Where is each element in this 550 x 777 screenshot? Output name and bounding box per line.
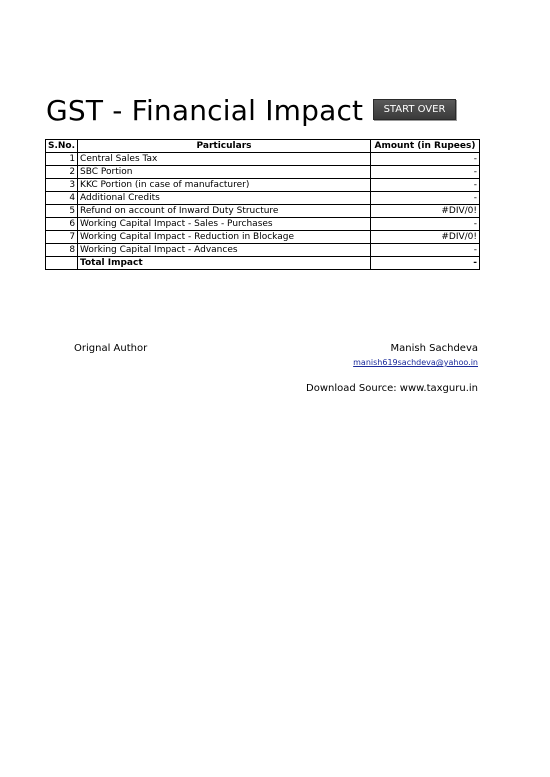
row-sno: 8 — [46, 244, 78, 257]
total-row — [46, 257, 480, 270]
row-amount: - — [371, 244, 480, 257]
column-header-particulars: Particulars — [78, 140, 371, 153]
row-sno: 2 — [46, 166, 78, 179]
table-row — [46, 192, 480, 205]
author-name: Manish Sachdeva — [390, 343, 478, 354]
row-amount: - — [371, 166, 480, 179]
table-row — [46, 231, 480, 244]
row-amount: - — [371, 192, 480, 205]
table-row — [46, 153, 480, 166]
row-sno: 1 — [46, 153, 78, 166]
row-particulars: SBC Portion — [78, 166, 371, 179]
row-amount: #DIV/0! — [371, 205, 480, 218]
row-sno: 4 — [46, 192, 78, 205]
row-sno: 3 — [46, 179, 78, 192]
row-particulars: Refund on account of Inward Duty Structure — [78, 205, 371, 218]
author-label: Orignal Author — [74, 343, 148, 354]
download-source: Download Source: www.taxguru.in — [306, 383, 478, 394]
row-amount: - — [371, 179, 480, 192]
table-row — [46, 244, 480, 257]
total-label: Total Impact — [78, 257, 371, 270]
total-amount: - — [371, 257, 480, 270]
row-amount: - — [371, 218, 480, 231]
table-row — [46, 218, 480, 231]
table-row — [46, 166, 480, 179]
row-sno: 6 — [46, 218, 78, 231]
table-row — [46, 205, 480, 218]
author-email-link[interactable]: manish619sachdeva@yahoo.in — [353, 358, 478, 367]
row-sno: 7 — [46, 231, 78, 244]
page-title: GST - Financial Impact — [46, 94, 364, 127]
row-sno: 5 — [46, 205, 78, 218]
row-amount: #DIV/0! — [371, 231, 480, 244]
row-particulars: KKC Portion (in case of manufacturer) — [78, 179, 371, 192]
row-particulars: Working Capital Impact - Sales - Purchases — [78, 218, 371, 231]
column-header-amount: Amount (in Rupees) — [371, 140, 480, 153]
start-over-button[interactable]: START OVER — [373, 99, 456, 120]
table-header-row — [46, 140, 480, 153]
financial-impact-table — [45, 139, 480, 270]
row-particulars: Central Sales Tax — [78, 153, 371, 166]
total-sno-cell — [46, 257, 78, 270]
row-particulars: Additional Credits — [78, 192, 371, 205]
row-amount: - — [371, 153, 480, 166]
column-header-sno: S.No. — [46, 140, 78, 153]
table-row — [46, 179, 480, 192]
row-particulars: Working Capital Impact - Advances — [78, 244, 371, 257]
row-particulars: Working Capital Impact - Reduction in Blockage — [78, 231, 371, 244]
